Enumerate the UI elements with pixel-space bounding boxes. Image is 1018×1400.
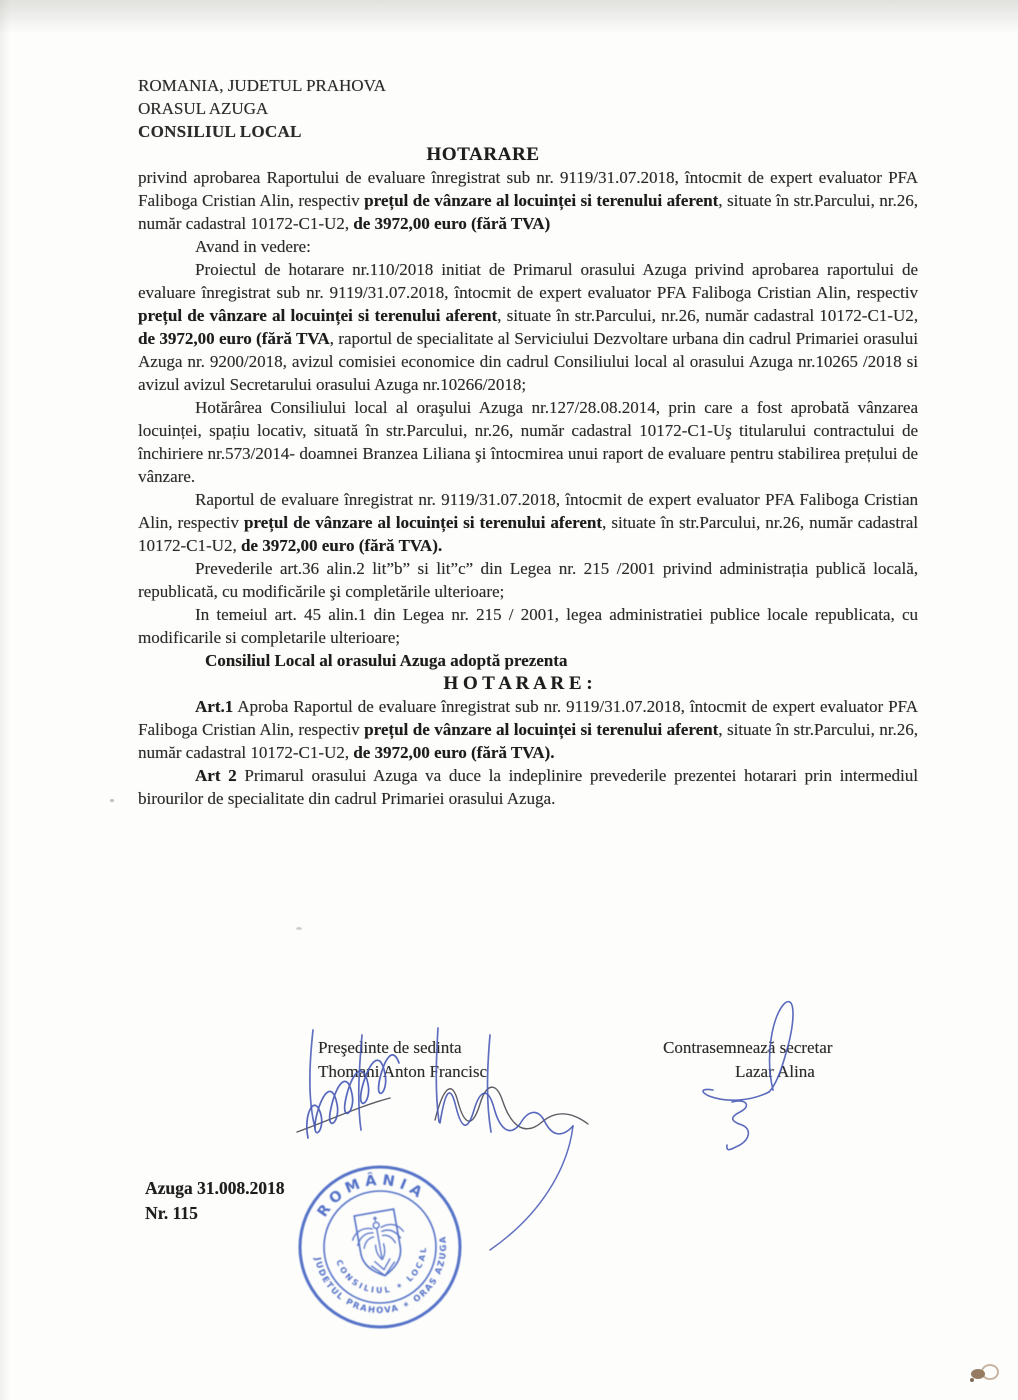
article-1-bold-price: prețul de vânzare al locuinței si terenului aferent (364, 720, 719, 739)
proiect-bold-price: prețul de vânzare al locuinței si terenului aferent (138, 306, 498, 325)
issue-place-date: Azuga 31.008.2018 (145, 1178, 285, 1198)
paragraph-temeiul: In temeiul art. 45 alin.1 din Legea nr. 215 / 2001, legea administratiei publice locale republicata, cu modificarile si completarile ulterioare; (138, 605, 918, 647)
subject-paragraph (138, 166, 918, 235)
article-1-label: Art.1 (195, 697, 234, 716)
ink-smudge (958, 1352, 1008, 1392)
secretary-signature-ink (655, 995, 825, 1155)
enacting-title: H O T A R A R E : (443, 673, 593, 694)
document-title: HOTARARE (426, 144, 540, 165)
article-1 (138, 695, 918, 764)
subject-bold-price: prețul de vânzare al locuinței si terenului aferent (364, 191, 719, 210)
raport-bold-price: prețul de vânzare al locuinței si terenului aferent (243, 513, 603, 532)
president-role-label: Preşedinte de sedinta (318, 1038, 462, 1057)
letterhead-city: ORASUL AZUGA (138, 99, 269, 118)
scan-speck (296, 927, 302, 930)
adoption-line: Consiliul Local al orasului Azuga adoptă prezenta (205, 651, 568, 670)
proiect-text-3: , raportul de specialitate al Serviciului Dezvoltare urbana din cadrul Primariei orasului Azuga nr. 9200/2018, avizul comisiei economice din cadrul Consiliului local al orasului Azuga nr.10265 /2018 si avizul avizul Secretarului orasului Azuga nr.10266/2018; (138, 329, 918, 394)
article-1-bold-amount: de 3972,00 euro (fără TVA). (353, 743, 555, 762)
article-1-text: Aproba Raportul de evaluare înregistrat sub nr. 9119/31.07.2018, întocmit de expert evaluator PFA Faliboga Cristian Alin, respectiv (138, 697, 918, 739)
president-name: Thomani Anton Francisc (318, 1062, 488, 1081)
scan-speck (110, 799, 114, 802)
secretary-name: Lazar Alina (735, 1062, 815, 1081)
article-2 (138, 764, 918, 810)
secretary-role-label: Contrasemnează secretar (663, 1038, 833, 1057)
stamp-inner-text: CONSILIUL ✶ LOCAL (334, 1245, 429, 1296)
subject-text-2: , situate în str.Parcului, nr.26, număr cadastral 10172-C1-U2, (138, 191, 918, 233)
paragraph-proiect (138, 258, 918, 396)
article-1-text-2: , situate în str.Parcului, nr.26, număr cadastral 10172-C1-U2, (138, 720, 918, 762)
president-signature-ink (290, 1022, 610, 1262)
issue-number: Nr. 115 (145, 1203, 198, 1223)
raport-text-2: , situate în str.Parcului, nr.26, număr cadastral 10172-C1-U2, (138, 513, 918, 555)
article-2-label: Art 2 (195, 766, 237, 785)
proiect-text-2: , situate în str.Parcului, nr.26, număr cadastral 10172-C1-U2, (497, 306, 918, 325)
subject-text: privind aprobarea Raportului de evaluare înregistrat sub nr. 9119/31.07.2018, întocmit de expert evaluator PFA Faliboga Cristian Alin, respectiv (138, 168, 918, 210)
raport-bold-amount: de 3972,00 euro (fără TVA). (240, 536, 443, 555)
letterhead-council: CONSILIUL LOCAL (138, 122, 302, 141)
paragraph-hotarare-127: Hotărârea Consiliului local al oraşului Azuga nr.127/28.08.2014, prin care a fost aprobată vânzarea locuinței, spațiu locativ, situată în str.Parcului, nr.26, număr cadastral 10172-C1-Uş titularului contractului de închiriere nr.573/2014- doamnei Branzea Liliana şi întocmirea unui raport de evaluare pentru stabilirea prețului de vânzare. (138, 398, 918, 486)
paragraph-raport (138, 488, 918, 557)
proiect-text: Proiectul de hotarare nr.110/2018 initiat de Primarul orasului Azuga privind aprobarea raportului de evaluare înregistrat sub nr. 9119/31.07.2018, întocmit de expert evaluator PFA Faliboga Cristian Alin, respectiv (138, 260, 918, 302)
proiect-bold-amount: de 3972,00 euro (fără TVA (138, 329, 330, 348)
document-body (138, 0, 918, 810)
letterhead-country: ROMANIA, JUDETUL PRAHOVA (138, 76, 386, 95)
issue-block (145, 1176, 285, 1226)
stamp-country-text: ROMÂNIA (314, 1172, 429, 1221)
letterhead (138, 74, 918, 143)
article-2-text: Primarul orasului Azuga va duce la indeplinire prevederile prezentei hotarari prin intermediul birourilor de specialitate din cadrul Primariei orasului Azuga. (138, 766, 918, 808)
subject-bold-amount: de 3972,00 euro (fără TVA) (353, 214, 551, 233)
paragraph-prevederile: Prevederile art.36 alin.2 lit”b” si lit”c” din Legea nr. 215 /2001 privind administrația publică locală, republicată, cu modificările şi completările ulterioare; (138, 559, 918, 601)
raport-text: Raportul de evaluare înregistrat nr. 9119/31.07.2018, întocmit de expert evaluator PFA Faliboga Cristian Alin, respectiv (138, 490, 918, 532)
stamp-ring-text: JUDETUL PRAHOVA ✶ ORAS AZUGA (311, 1234, 450, 1317)
preamble-intro: Avand in vedere: (195, 237, 311, 256)
